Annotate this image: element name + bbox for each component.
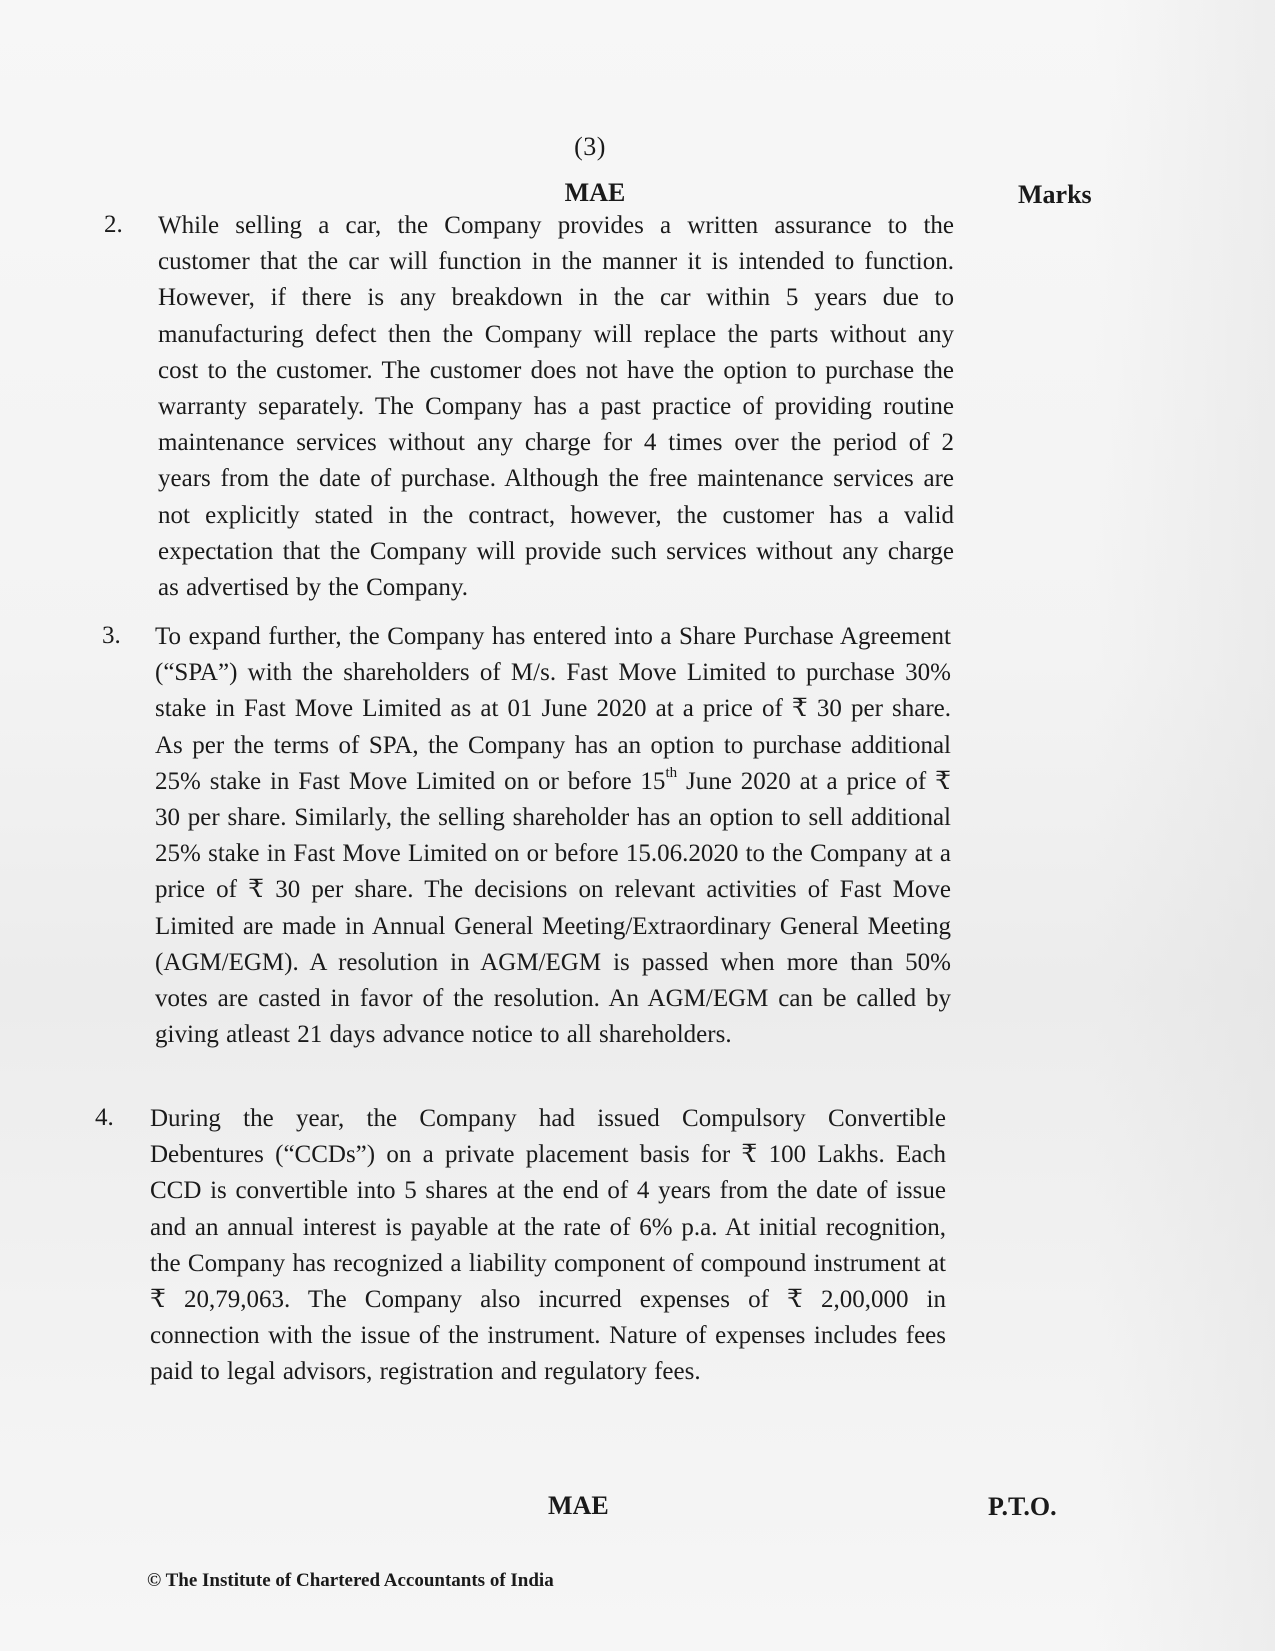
page-number: (3) xyxy=(574,132,606,161)
header-paper-code: MAE xyxy=(564,178,626,207)
question-text xyxy=(155,619,951,1053)
ordinal-superscript: th xyxy=(665,765,678,782)
marks-column-label: Marks xyxy=(1018,180,1092,209)
question-number: 2. xyxy=(104,211,123,238)
question-number: 3. xyxy=(102,622,121,649)
scan-edge-shadow xyxy=(1095,0,1275,1651)
please-turn-over: P.T.O. xyxy=(988,1492,1057,1521)
question-number: 4. xyxy=(95,1104,114,1131)
question-text: During the year, the Company had issued Compulsory Convertible Debentures (“CCDs”) on a private placement basis for ₹ 100 Lakhs. Each CCD is convertible into 5 shares at the end of 4 years from the date of issue and an annual interest is payable at the rate of 6% p.a. At initial recognition, the Company has recognized a liability component of compound instrument at ₹ 20,79,063. The Company also incurred expenses of ₹ 2,00,000 in connection with the issue of the instrument. Nature of expenses includes fees paid to legal advisors, registration and regulatory fees. xyxy=(150,1105,946,1386)
question-text: While selling a car, the Company provides a written assurance to the customer that the car will function in the manner it is intended to function. However, if there is any breakdown in the car within 5 years due to manufacturing defect then the Company will replace the parts without any cost to the customer. The customer does not have the option to purchase the warranty separately. The Company has a past practice of providing routine maintenance services without any charge for 4 times over the period of 2 years from the date of purchase. Although the free maintenance services are not explicitly stated in the contract, however, the customer has a valid expectation that the Company will provide such services without any charge as advertised by the Company. xyxy=(158,212,954,602)
question-text-part: June 2020 at a price of ₹ 30 per share. Similarly, the selling shareholder has an option to sell additional 25% stake in Fast Move Limited on or before 15.06.2020 to the Company at a price of ₹ 30 per share. The decisions on relevant activities of Fast Move Limited are made in Annual General Meeting/Extraordinary General Meeting (AGM/EGM). A resolution in AGM/EGM is passed when more than 50% votes are casted in favor of the resolution. An AGM/EGM can be called by giving atleast 21 days advance notice to all shareholders. xyxy=(155,767,951,1049)
copyright-notice: © The Institute of Chartered Accountants of India xyxy=(147,1570,554,1591)
footer-paper-code: MAE xyxy=(548,1491,609,1520)
question-text-part: To expand further, the Company has entered into a Share Purchase Agreement (“SPA”) with the shareholders of M/s. Fast Move Limited to purchase 30% stake in Fast Move Limited as at 01 June 2020 at a price of ₹ 30 per share. As per the terms of SPA, the Company has an option to purchase additional 25% stake in Fast Move Limited on or before 15 xyxy=(155,623,951,795)
